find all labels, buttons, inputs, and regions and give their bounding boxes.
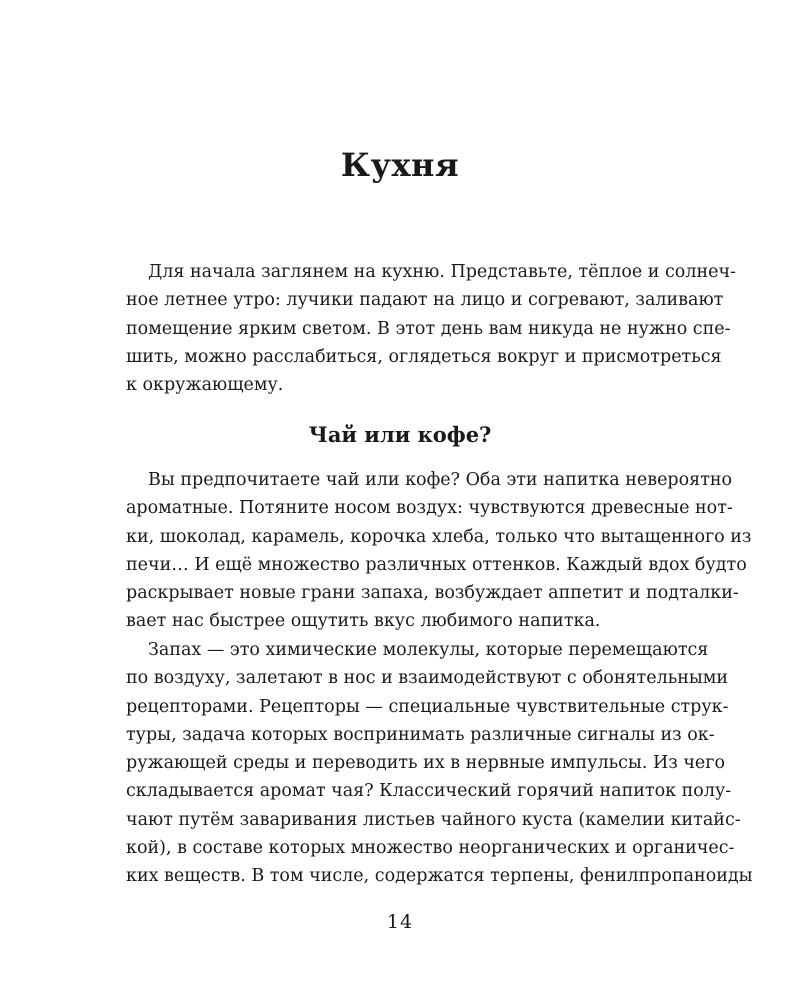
- section-paragraph-2: [126, 636, 753, 891]
- text-line: печи… И ещё множество различных оттенков. Каждый вдох будто: [126, 554, 747, 575]
- text-line: чают путём заваривания листьев чайного куста (камелии китайс-: [126, 809, 741, 830]
- text-line: к окружающему.: [126, 375, 284, 396]
- text-line: туры, задача которых воспринимать различные сигналы из ок-: [126, 724, 715, 745]
- section-paragraph-1: [126, 466, 752, 636]
- text-line: помещение ярким светом. В этот день вам никуда не нужно спе-: [126, 318, 731, 339]
- text-line: Для начала заглянем на кухню. Представьте, тёплое и солнеч-: [148, 262, 736, 282]
- text-line: ки, шоколад, карамель, корочка хлеба, только что вытащенного из: [126, 526, 752, 547]
- chapter-title: Кухня: [340, 146, 460, 184]
- text-line: раскрывает новые грани запаха, возбуждает аппетит и подталки-: [126, 583, 739, 604]
- text-line: ное летнее утро: лучики падают на лицо и согревают, заливают: [126, 290, 724, 311]
- text-line: шить, можно расслабиться, оглядеться вокруг и присмотреться: [126, 346, 722, 367]
- text-line: складывается аромат чая? Классический горячий напиток полу-: [126, 781, 732, 802]
- intro-paragraph: [126, 258, 736, 399]
- page-number: 14: [386, 911, 414, 933]
- text-line: ружающей среды и переводить их в нервные импульсы. Из чего: [126, 753, 725, 774]
- text-line: кой), в составе которых множество неорганических и органичес-: [126, 838, 735, 859]
- text-line: ароматные. Потяните носом воздух: чувствуются древесные нот-: [126, 498, 733, 519]
- text-line: по воздуху, залетают в нос и взаимодействуют с обонятельными: [126, 668, 729, 689]
- text-line: Вы предпочитаете чай или кофе? Оба эти напитка невероятно: [148, 470, 733, 490]
- text-line: вает нас быстрее ощутить вкус любимого напитка.: [126, 611, 601, 632]
- text-line: Запах — это химические молекулы, которые перемещаются: [148, 640, 709, 660]
- text-line: рецепторами. Рецепторы — специальные чувствительные струк-: [126, 696, 729, 717]
- text-line: ких веществ. В том числе, содержатся терпены, фенилпропаноиды: [126, 866, 753, 887]
- section-title: Чай или кофе?: [308, 422, 492, 447]
